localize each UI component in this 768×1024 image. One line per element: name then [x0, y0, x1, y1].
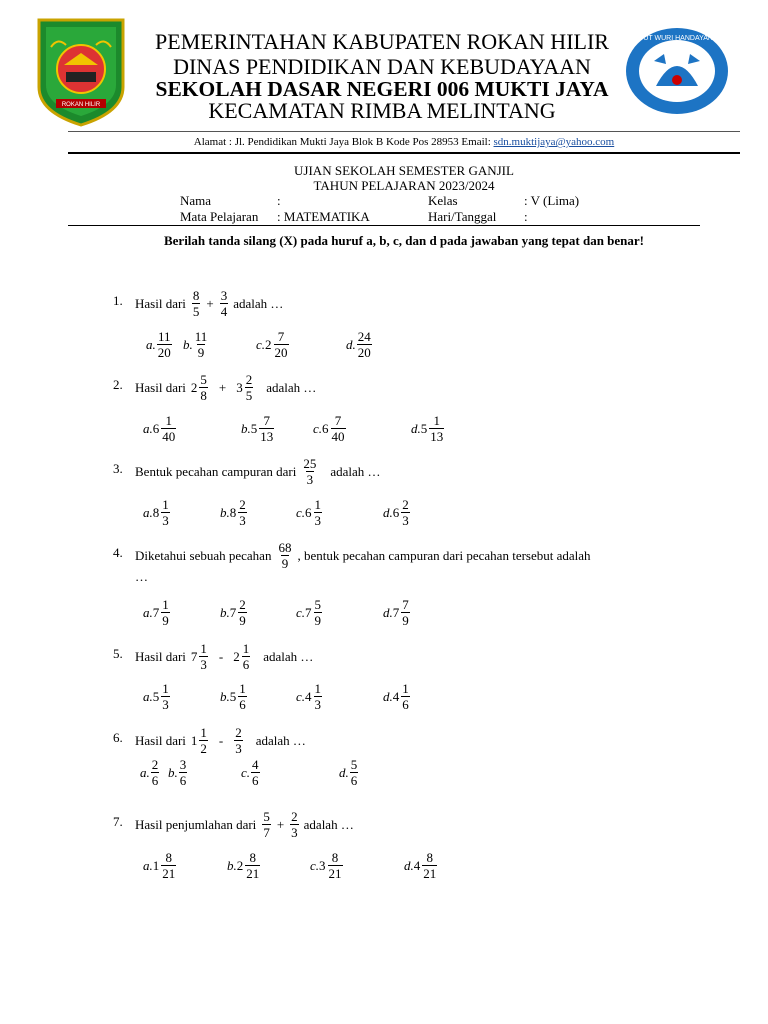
denominator: 9 — [197, 345, 205, 360]
answer-option-b[interactable] — [168, 758, 188, 787]
answer-option-a[interactable] — [146, 330, 173, 359]
numerator: 8 — [426, 850, 433, 865]
header-divider — [68, 131, 740, 132]
numerator: 1 — [314, 681, 322, 696]
numerator: 68 — [278, 540, 292, 555]
option-letter: c. — [296, 604, 306, 620]
header-school-name: SEKOLAH DASAR NEGERI 006 MUKTI JAYA — [155, 77, 609, 101]
option-fraction — [274, 330, 289, 359]
operand-1-fraction — [192, 289, 201, 318]
answer-option-c[interactable] — [296, 498, 323, 527]
numerator: 1 — [162, 681, 169, 696]
answer-option-b[interactable] — [220, 598, 248, 627]
whole-number: 8 — [152, 504, 160, 520]
kelas-value: : V (Lima) — [524, 193, 580, 208]
option-letter: a. — [143, 420, 153, 436]
question-number: 2. — [113, 377, 123, 392]
whole-number: 8 — [229, 504, 237, 520]
denominator: 6 — [402, 697, 409, 712]
denominator: 20 — [357, 345, 371, 360]
whole-number: 7 — [305, 604, 312, 620]
question-suffix: adalah … — [303, 816, 354, 832]
option-fraction — [328, 851, 343, 880]
nama-label: Nama — [180, 193, 212, 208]
question-text — [135, 810, 354, 839]
question-suffix: adalah … — [233, 295, 284, 311]
whole-number: 5 — [152, 688, 160, 704]
answer-option-c[interactable] — [296, 682, 323, 711]
option-fraction — [161, 414, 176, 443]
numerator: 1 — [165, 413, 172, 428]
numerator: 8 — [249, 850, 256, 865]
operator: - — [218, 732, 224, 748]
option-letter: b. — [220, 504, 230, 520]
tut-wuri-handayani-logo — [624, 26, 730, 116]
numerator: 3 — [220, 288, 228, 303]
option-letter: c. — [313, 420, 323, 436]
question-prefix: Diketahui sebuah pecahan — [135, 547, 272, 563]
option-fraction — [422, 851, 437, 880]
whole-number: 7 — [152, 604, 160, 620]
denominator: 6 — [239, 697, 246, 712]
answer-option-a[interactable] — [140, 758, 160, 787]
info-divider — [68, 225, 700, 226]
option-letter: a. — [140, 764, 150, 780]
option-fraction — [401, 682, 410, 711]
denominator: 3 — [314, 513, 322, 528]
question-prefix: Hasil dari — [135, 295, 186, 311]
operator: + — [218, 379, 227, 395]
numerator: 2 — [151, 757, 159, 772]
option-fraction — [259, 414, 274, 443]
nama-separator: : — [277, 193, 281, 208]
whole-number: 2 — [236, 857, 244, 873]
question-prefix: Hasil dari — [135, 379, 186, 395]
denominator: 7 — [263, 825, 270, 840]
option-letter: c. — [310, 857, 320, 873]
header-government: PEMERINTAHAN KABUPATEN ROKAN HILIR — [155, 29, 609, 54]
answer-option-c[interactable] — [256, 330, 290, 359]
denominator: 9 — [281, 556, 289, 571]
numerator: 7 — [334, 413, 342, 428]
question-text — [135, 373, 316, 402]
option-fraction — [194, 330, 209, 359]
numerator: 8 — [165, 850, 172, 865]
whole-number: 5 — [250, 420, 258, 436]
header-district: KECAMATAN RIMBA MELINTANG — [208, 98, 556, 123]
answer-option-b[interactable] — [241, 414, 275, 443]
option-letter: b. — [241, 420, 251, 436]
question-suffix: adalah … — [266, 379, 317, 395]
option-fraction — [314, 598, 323, 627]
question-suffix: , bentuk pecahan campuran dari pecahan tersebut adalah — [297, 547, 591, 563]
denominator: 3 — [162, 697, 169, 712]
answer-option-c[interactable] — [296, 598, 323, 627]
denominator: 3 — [306, 472, 314, 487]
option-fraction — [350, 758, 359, 787]
operator: - — [218, 648, 224, 664]
numerator: 3 — [179, 757, 187, 772]
denominator: 5 — [245, 388, 253, 403]
question-number: 4. — [113, 545, 123, 560]
whole-number: 1 — [152, 857, 160, 873]
answer-option-c[interactable] — [313, 414, 347, 443]
option-letter: c. — [296, 688, 306, 704]
numerator: 7 — [263, 413, 270, 428]
whole-number: 3 — [319, 857, 326, 873]
header-thick-divider — [68, 152, 740, 154]
denominator: 40 — [162, 429, 176, 444]
option-letter: c. — [241, 764, 251, 780]
whole-number: 6 — [392, 504, 400, 520]
denominator: 20 — [157, 345, 171, 360]
question-prefix: Hasil dari — [135, 648, 186, 664]
denominator: 8 — [200, 388, 207, 403]
option-fraction — [238, 498, 247, 527]
whole-number: 2 — [233, 648, 240, 664]
option-fraction — [238, 682, 247, 711]
question-text — [135, 541, 591, 570]
operand-1-fraction — [277, 541, 292, 570]
answer-option-a[interactable] — [143, 598, 171, 627]
operand-1-fraction — [262, 810, 271, 839]
option-fraction — [245, 851, 260, 880]
operand-1-fraction — [199, 373, 208, 402]
answer-option-c[interactable] — [310, 851, 344, 880]
option-fraction — [357, 330, 372, 359]
option-fraction — [429, 414, 444, 443]
option-fraction — [161, 498, 170, 527]
operator: + — [206, 295, 214, 311]
numerator: 1 — [239, 681, 246, 696]
whole-number: 6 — [322, 420, 329, 436]
svg-text:TUT WURI HANDAYANI: TUT WURI HANDAYANI — [639, 35, 715, 42]
operator: + — [276, 816, 285, 832]
numerator: 2 — [291, 809, 298, 824]
option-letter: c. — [256, 336, 266, 352]
option-fraction — [331, 414, 346, 443]
option-fraction — [157, 330, 172, 359]
numerator: 1 — [200, 725, 207, 740]
kelas-label: Kelas — [428, 193, 458, 208]
denominator: 6 — [151, 773, 159, 788]
numerator: 2 — [402, 497, 409, 512]
numerator: 2 — [245, 372, 253, 387]
option-fraction — [401, 598, 410, 627]
whole-number: 3 — [236, 379, 243, 395]
hari-separator: : — [524, 209, 528, 224]
answer-option-d[interactable] — [346, 330, 373, 359]
numerator: 2 — [239, 497, 246, 512]
numerator: 5 — [350, 757, 358, 772]
option-letter: a. — [143, 604, 153, 620]
numerator: 1 — [314, 497, 322, 512]
option-letter: b. — [220, 604, 230, 620]
denominator: 9 — [402, 613, 409, 628]
denominator: 6 — [252, 773, 259, 788]
option-letter: b. — [220, 688, 230, 704]
option-letter: b. — [183, 336, 193, 352]
exam-title: UJIAN SEKOLAH SEMESTER GANJIL — [294, 163, 514, 178]
numerator: 1 — [242, 641, 250, 656]
whole-number: 7 — [229, 604, 237, 620]
answer-option-d[interactable] — [383, 498, 411, 527]
denominator: 13 — [260, 429, 274, 444]
option-letter: b. — [168, 764, 178, 780]
numerator: 1 — [402, 681, 409, 696]
option-letter: d. — [339, 764, 349, 780]
denominator: 3 — [402, 513, 409, 528]
question-prefix: Hasil penjumlahan dari — [135, 816, 257, 832]
question-prefix: Hasil dari — [135, 732, 186, 748]
numerator: 11 — [194, 329, 208, 344]
operand-2-fraction — [220, 289, 229, 318]
question-number: 3. — [113, 461, 123, 476]
whole-number: 1 — [190, 732, 198, 748]
denominator: 21 — [246, 866, 260, 881]
denominator: 3 — [162, 513, 169, 528]
option-fraction — [161, 598, 170, 627]
option-fraction — [238, 598, 247, 627]
operand-1-fraction — [199, 642, 208, 671]
mapel-label: Mata Pelajaran — [180, 209, 259, 224]
operand-2-fraction — [290, 810, 299, 839]
operand-1-fraction — [302, 457, 317, 486]
numerator: 7 — [277, 329, 285, 344]
question-number: 7. — [113, 814, 123, 829]
option-letter: d. — [383, 504, 393, 520]
option-letter: d. — [346, 336, 356, 352]
option-fraction — [314, 498, 323, 527]
answer-option-d[interactable] — [383, 682, 411, 711]
answer-option-b[interactable] — [220, 498, 248, 527]
denominator: 3 — [314, 697, 322, 712]
operand-2-fraction — [242, 642, 251, 671]
numerator: 11 — [157, 329, 171, 344]
whole-number: 5 — [229, 688, 237, 704]
numerator: 5 — [314, 597, 322, 612]
option-fraction — [401, 498, 410, 527]
answer-option-a[interactable] — [143, 498, 171, 527]
numerator: 1 — [433, 413, 440, 428]
denominator: 9 — [162, 613, 169, 628]
option-letter: b. — [227, 857, 237, 873]
numerator: 5 — [200, 372, 207, 387]
operand-2-fraction — [234, 726, 243, 755]
operand-2-fraction — [245, 373, 254, 402]
whole-number: 2 — [265, 336, 272, 352]
answer-option-d[interactable] — [383, 598, 411, 627]
option-letter: a. — [143, 504, 153, 520]
answer-option-a[interactable] — [143, 851, 177, 880]
denominator: 21 — [423, 866, 437, 881]
question-number: 6. — [113, 730, 123, 745]
option-fraction — [314, 682, 323, 711]
denominator: 3 — [200, 657, 207, 672]
numerator: 25 — [303, 456, 317, 471]
option-letter: d. — [411, 420, 421, 436]
whole-number: 7 — [190, 648, 198, 664]
question-text — [135, 457, 381, 486]
numerator: 8 — [331, 850, 339, 865]
numerator: 24 — [357, 329, 371, 344]
numerator: 2 — [235, 725, 242, 740]
question-suffix: adalah … — [263, 648, 314, 664]
answer-option-d[interactable] — [339, 758, 359, 787]
numerator: 5 — [263, 809, 270, 824]
answer-option-b[interactable] — [183, 330, 209, 359]
school-address — [68, 136, 740, 148]
option-letter: d. — [383, 604, 393, 620]
numerator: 1 — [162, 497, 169, 512]
denominator: 21 — [328, 866, 342, 881]
option-fraction — [161, 851, 176, 880]
question-number: 1. — [113, 293, 123, 308]
question-prefix: Bentuk pecahan campuran dari — [135, 463, 297, 479]
numerator: 8 — [192, 288, 200, 303]
question-text — [135, 642, 313, 671]
option-letter: d. — [404, 857, 414, 873]
denominator: 3 — [291, 825, 298, 840]
rokan-hilir-logo — [36, 17, 126, 128]
svg-text:ROKAN HILIR: ROKAN HILIR — [61, 102, 101, 108]
whole-number: 6 — [305, 504, 312, 520]
email-link[interactable]: sdn.muktijaya@yahoo.com — [493, 136, 615, 148]
exam-year: TAHUN PELAJARAN 2023/2024 — [313, 178, 495, 193]
whole-number: 4 — [305, 688, 312, 704]
question-text — [135, 289, 283, 318]
numerator: 7 — [402, 597, 409, 612]
denominator: 4 — [220, 304, 228, 319]
option-fraction — [151, 758, 160, 787]
question-suffix: adalah … — [330, 463, 381, 479]
denominator: 3 — [239, 513, 246, 528]
numerator: 1 — [162, 597, 169, 612]
denominator: 6 — [179, 773, 187, 788]
answer-option-b[interactable] — [227, 851, 261, 880]
option-letter: a. — [146, 336, 156, 352]
option-letter: d. — [383, 688, 393, 704]
answer-option-d[interactable] — [404, 851, 438, 880]
numerator: 1 — [200, 641, 207, 656]
whole-number: 7 — [392, 604, 400, 620]
denominator: 13 — [430, 429, 444, 444]
denominator: 40 — [331, 429, 345, 444]
answer-option-a[interactable] — [143, 682, 171, 711]
question-continuation: … — [135, 569, 148, 584]
option-letter: a. — [143, 857, 153, 873]
whole-number: 5 — [420, 420, 428, 436]
option-fraction — [161, 682, 170, 711]
answer-option-a[interactable] — [143, 414, 177, 443]
answer-option-d[interactable] — [411, 414, 445, 443]
answer-option-b[interactable] — [220, 682, 248, 711]
denominator: 6 — [242, 657, 250, 672]
denominator: 6 — [350, 773, 358, 788]
address-text: Alamat : Jl. Pendidikan Mukti Jaya Blok B Kode Pos 28953 Email: — [193, 136, 494, 148]
mapel-value: : MATEMATIKA — [277, 209, 370, 224]
denominator: 9 — [314, 613, 322, 628]
denominator: 2 — [200, 741, 207, 756]
numerator: 4 — [252, 757, 259, 772]
instruction: Berilah tanda silang (X) pada huruf a, b, c, dan d pada jawaban yang tepat dan benar! — [163, 233, 645, 248]
denominator: 9 — [239, 613, 246, 628]
question-suffix: adalah … — [255, 732, 306, 748]
denominator: 5 — [192, 304, 200, 319]
answer-option-c[interactable] — [241, 758, 261, 787]
whole-number: 6 — [152, 420, 160, 436]
option-letter: c. — [296, 504, 306, 520]
whole-number: 4 — [413, 857, 421, 873]
option-fraction — [251, 758, 260, 787]
denominator: 21 — [162, 866, 176, 881]
hari-label: Hari/Tanggal — [428, 209, 497, 224]
header-department: DINAS PENDIDIKAN DAN KEBUDAYAAN — [173, 54, 591, 79]
question-number: 5. — [113, 646, 123, 661]
denominator: 20 — [274, 345, 288, 360]
operand-1-fraction — [199, 726, 208, 755]
denominator: 3 — [235, 741, 242, 756]
numerator: 2 — [239, 597, 246, 612]
option-fraction — [179, 758, 188, 787]
whole-number: 4 — [392, 688, 400, 704]
whole-number: 2 — [190, 379, 198, 395]
question-text — [135, 726, 306, 755]
option-letter: a. — [143, 688, 153, 704]
